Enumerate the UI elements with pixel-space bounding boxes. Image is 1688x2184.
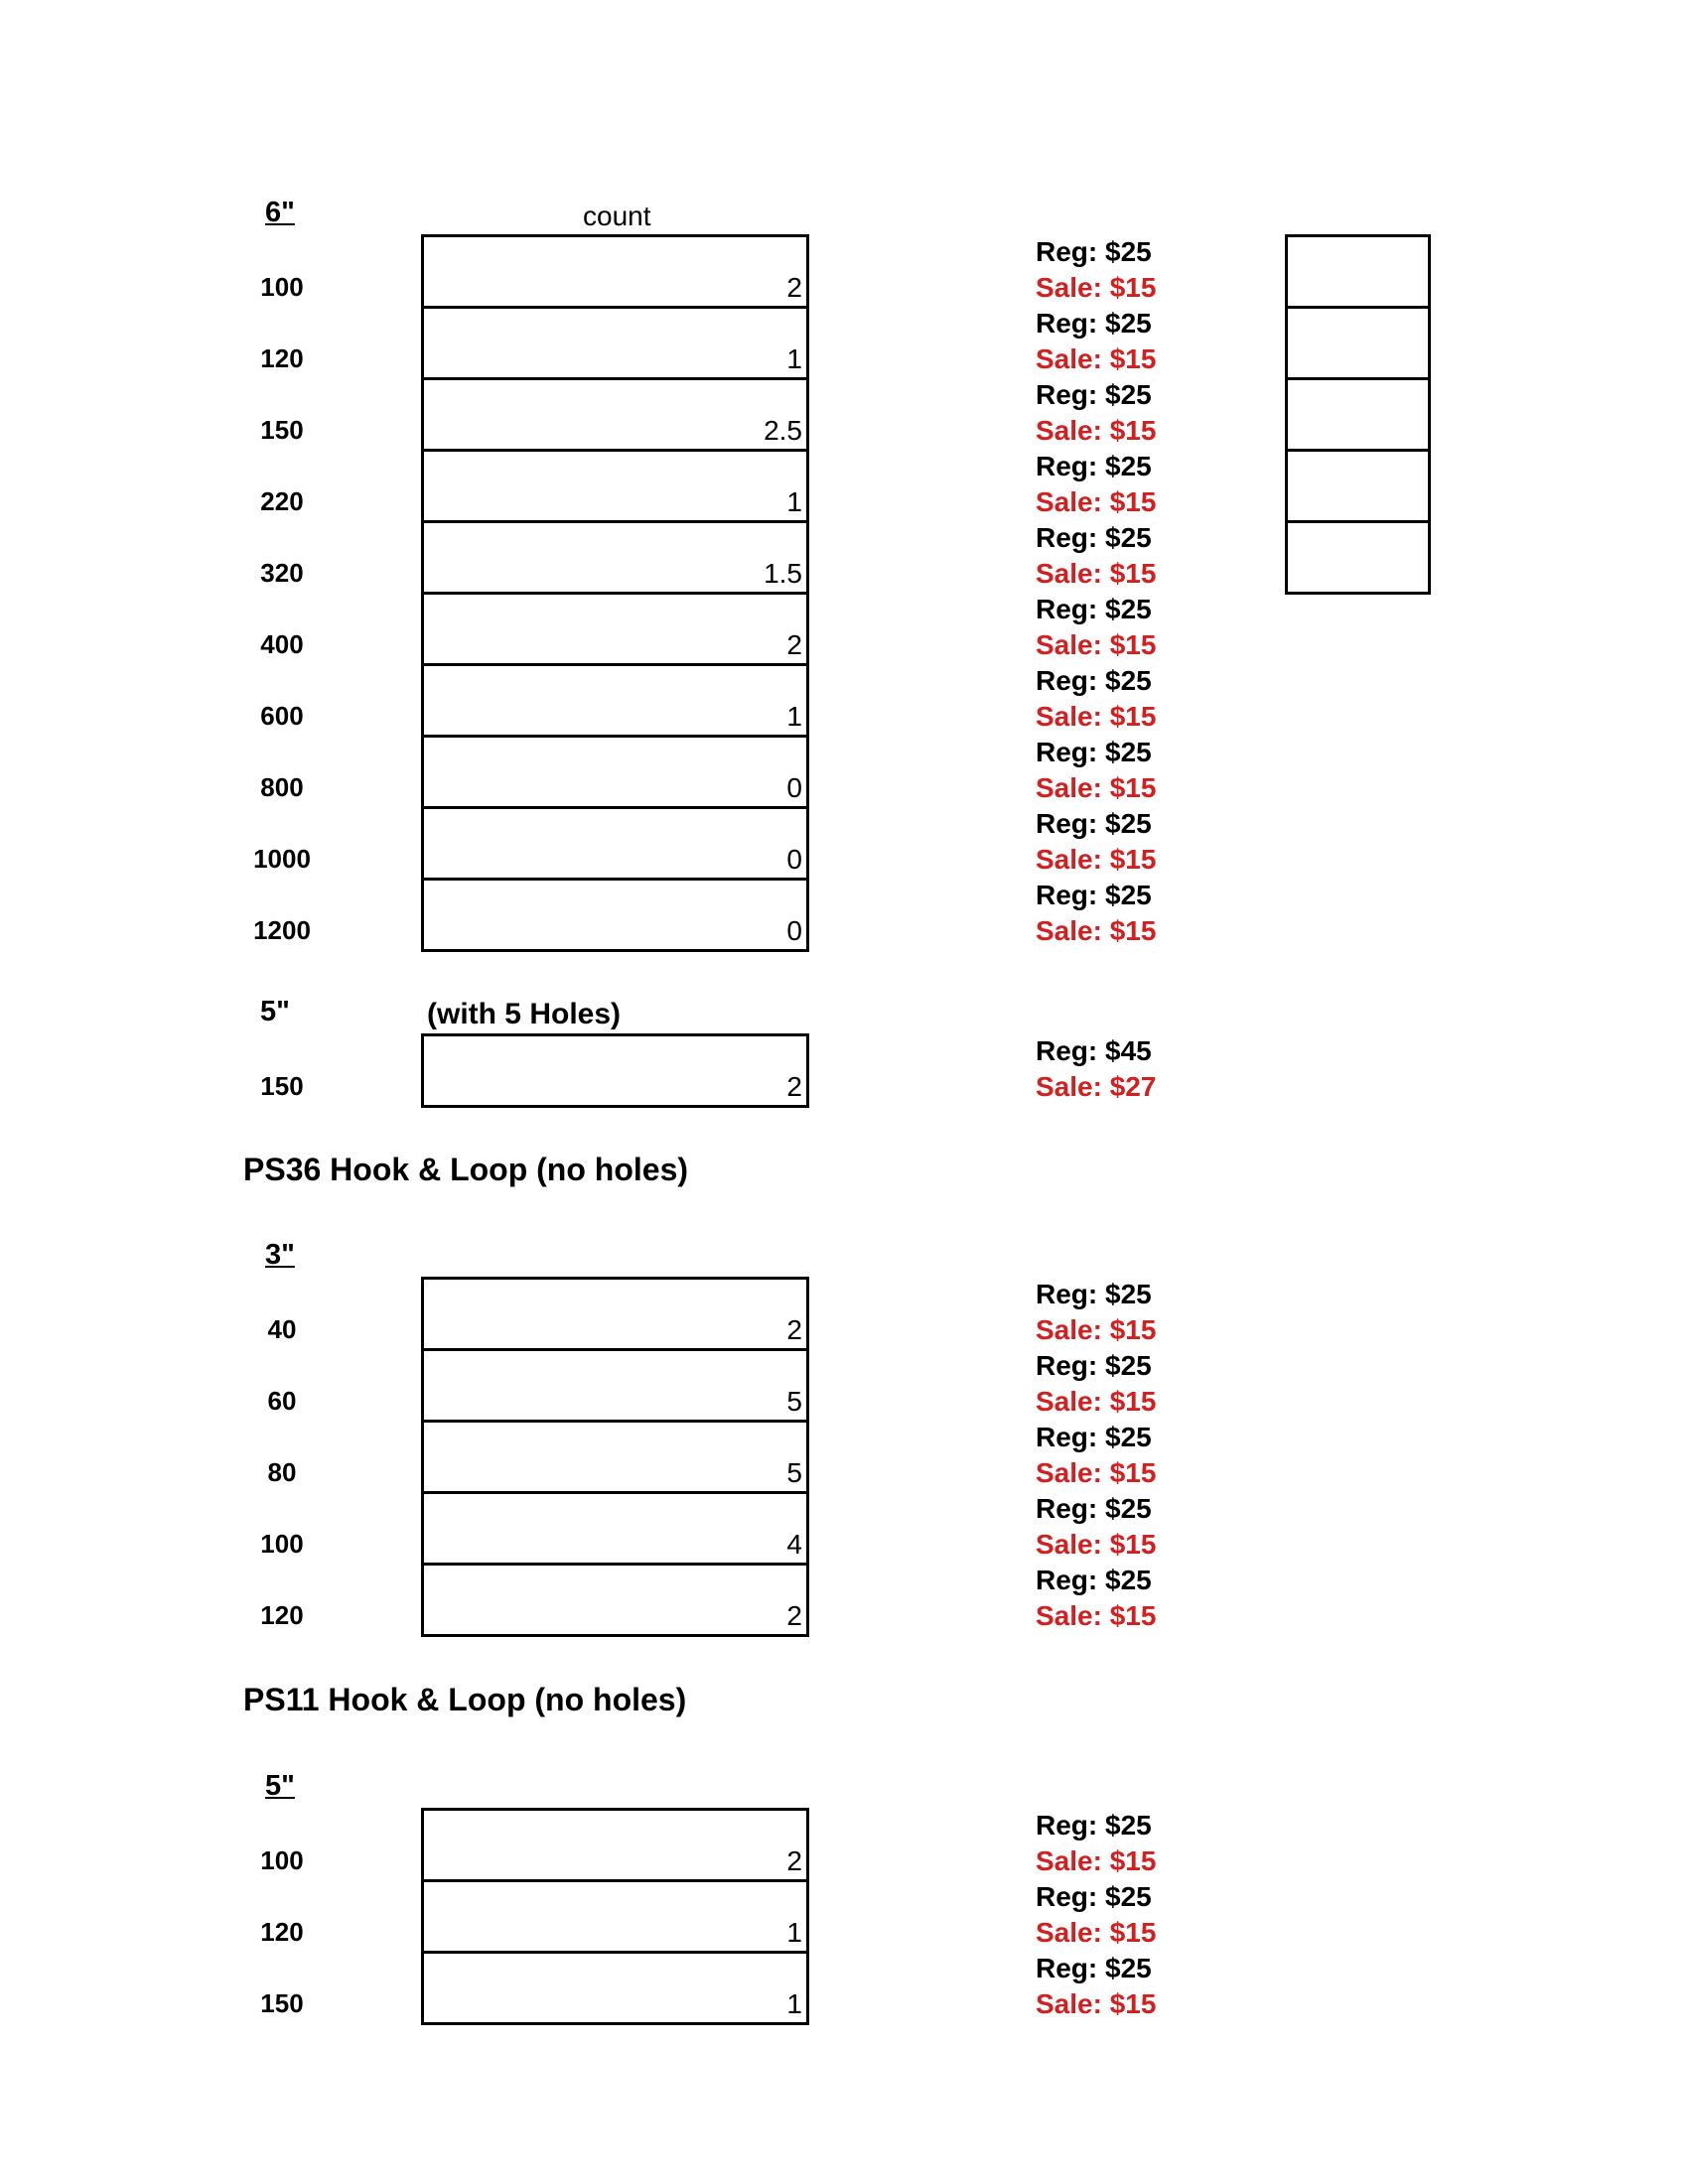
grit-label: 150	[260, 1988, 304, 2018]
sale-price: Sale: $15	[1036, 772, 1157, 803]
grit-label: 100	[260, 1529, 304, 1559]
ps11-section-title: PS11 Hook & Loop (no holes)	[243, 1682, 687, 1717]
count-column-header: count	[583, 201, 651, 231]
regular-price: Reg: $25	[1036, 1881, 1152, 1912]
sale-price: Sale: $15	[1036, 486, 1157, 517]
sale-price: Sale: $15	[1036, 844, 1157, 875]
count-cell[interactable]	[421, 377, 809, 452]
grit-label: 120	[260, 1917, 304, 1947]
sale-price: Sale: $15	[1036, 1314, 1157, 1345]
sale-price: Sale: $15	[1036, 272, 1157, 303]
count-value: 0	[786, 772, 802, 803]
count-cell[interactable]	[421, 520, 809, 595]
grit-label: 100	[260, 1845, 304, 1875]
count-value: 2	[786, 1071, 802, 1102]
sale-price: Sale: $15	[1036, 1988, 1157, 2019]
count-value: 1	[786, 1988, 802, 2019]
grit-label: 150	[260, 1071, 304, 1101]
section-5in-holes-size-heading: 5"	[260, 996, 290, 1027]
regular-price: Reg: $25	[1036, 1493, 1152, 1524]
section-6in-size-heading: 6"	[265, 197, 295, 228]
count-value: 1	[786, 701, 802, 732]
count-cell[interactable]	[421, 1420, 809, 1494]
count-cell[interactable]	[421, 663, 809, 738]
grit-label: 80	[267, 1457, 297, 1487]
count-cell[interactable]	[421, 1348, 809, 1423]
regular-price: Reg: $25	[1036, 594, 1152, 624]
sale-price: Sale: $15	[1036, 1529, 1157, 1560]
regular-price: Reg: $25	[1036, 1279, 1152, 1309]
count-cell[interactable]	[421, 878, 809, 952]
count-cell[interactable]	[421, 306, 809, 380]
grit-label: 600	[260, 701, 304, 731]
regular-price: Reg: $25	[1036, 1953, 1152, 1983]
count-cell[interactable]	[421, 806, 809, 881]
regular-price: Reg: $25	[1036, 880, 1152, 910]
regular-price: Reg: $25	[1036, 1810, 1152, 1841]
side-box[interactable]	[1285, 449, 1431, 523]
count-cell[interactable]	[421, 449, 809, 523]
grit-label: 100	[260, 272, 304, 302]
count-value: 5	[786, 1457, 802, 1488]
regular-price: Reg: $25	[1036, 1350, 1152, 1381]
count-cell[interactable]	[421, 1563, 809, 1637]
sale-price: Sale: $15	[1036, 1845, 1157, 1876]
sale-price: Sale: $15	[1036, 915, 1157, 946]
count-value: 0	[786, 915, 802, 946]
grit-label: 120	[260, 343, 304, 373]
sale-price: Sale: $15	[1036, 1386, 1157, 1417]
side-box[interactable]	[1285, 520, 1431, 595]
section-3in-size-heading: 3"	[265, 1239, 295, 1271]
grit-label: 320	[260, 558, 304, 588]
count-cell[interactable]	[421, 1951, 809, 2025]
sale-price: Sale: $15	[1036, 1600, 1157, 1631]
grit-label: 400	[260, 629, 304, 659]
count-cell[interactable]	[421, 1491, 809, 1566]
sale-price: Sale: $15	[1036, 1917, 1157, 1948]
regular-price: Reg: $25	[1036, 1422, 1152, 1452]
count-value: 5	[786, 1386, 802, 1417]
grit-label: 40	[267, 1314, 297, 1344]
count-value: 2	[786, 629, 802, 660]
regular-price: Reg: $25	[1036, 236, 1152, 267]
regular-price: Reg: $25	[1036, 308, 1152, 339]
count-value: 2	[786, 272, 802, 303]
grit-label: 1000	[253, 844, 311, 874]
side-box[interactable]	[1285, 306, 1431, 380]
side-box[interactable]	[1285, 234, 1431, 309]
sale-price: Sale: $15	[1036, 343, 1157, 374]
count-value: 2	[786, 1845, 802, 1876]
count-value: 1	[786, 1917, 802, 1948]
count-value: 2	[786, 1314, 802, 1345]
sale-price: Sale: $15	[1036, 558, 1157, 589]
sale-price: Sale: $15	[1036, 1457, 1157, 1488]
count-cell[interactable]	[421, 592, 809, 666]
count-cell[interactable]	[421, 1808, 809, 1882]
side-box[interactable]	[1285, 377, 1431, 452]
grit-label: 800	[260, 772, 304, 802]
section-5in-size-heading: 5"	[265, 1770, 295, 1802]
sale-price: Sale: $15	[1036, 629, 1157, 660]
ps36-section-title: PS36 Hook & Loop (no holes)	[243, 1152, 689, 1187]
count-value: 4	[786, 1529, 802, 1560]
regular-price: Reg: $25	[1036, 808, 1152, 839]
count-cell[interactable]	[421, 1277, 809, 1351]
regular-price: Reg: $25	[1036, 451, 1152, 481]
regular-price: Reg: $25	[1036, 1565, 1152, 1595]
sale-price: Sale: $15	[1036, 701, 1157, 732]
count-value: 1	[786, 486, 802, 517]
count-value: 2.5	[764, 415, 802, 446]
sale-price: Sale: $15	[1036, 415, 1157, 446]
grit-label: 120	[260, 1600, 304, 1630]
grit-label: 150	[260, 415, 304, 445]
count-cell[interactable]	[421, 234, 809, 309]
regular-price: Reg: $25	[1036, 665, 1152, 696]
count-cell[interactable]	[421, 735, 809, 809]
sale-price: Sale: $27	[1036, 1071, 1157, 1102]
regular-price: Reg: $25	[1036, 522, 1152, 553]
regular-price: Reg: $45	[1036, 1035, 1152, 1066]
count-value: 2	[786, 1600, 802, 1631]
regular-price: Reg: $25	[1036, 379, 1152, 410]
count-cell[interactable]	[421, 1879, 809, 1954]
regular-price: Reg: $25	[1036, 737, 1152, 767]
grit-label: 1200	[253, 915, 311, 945]
count-value: 1.5	[764, 558, 802, 589]
count-cell[interactable]	[421, 1033, 809, 1108]
count-value: 0	[786, 844, 802, 875]
count-value: 1	[786, 343, 802, 374]
grit-label: 220	[260, 486, 304, 516]
grit-label: 60	[267, 1386, 297, 1416]
holes-note: (with 5 Holes)	[427, 998, 622, 1030]
